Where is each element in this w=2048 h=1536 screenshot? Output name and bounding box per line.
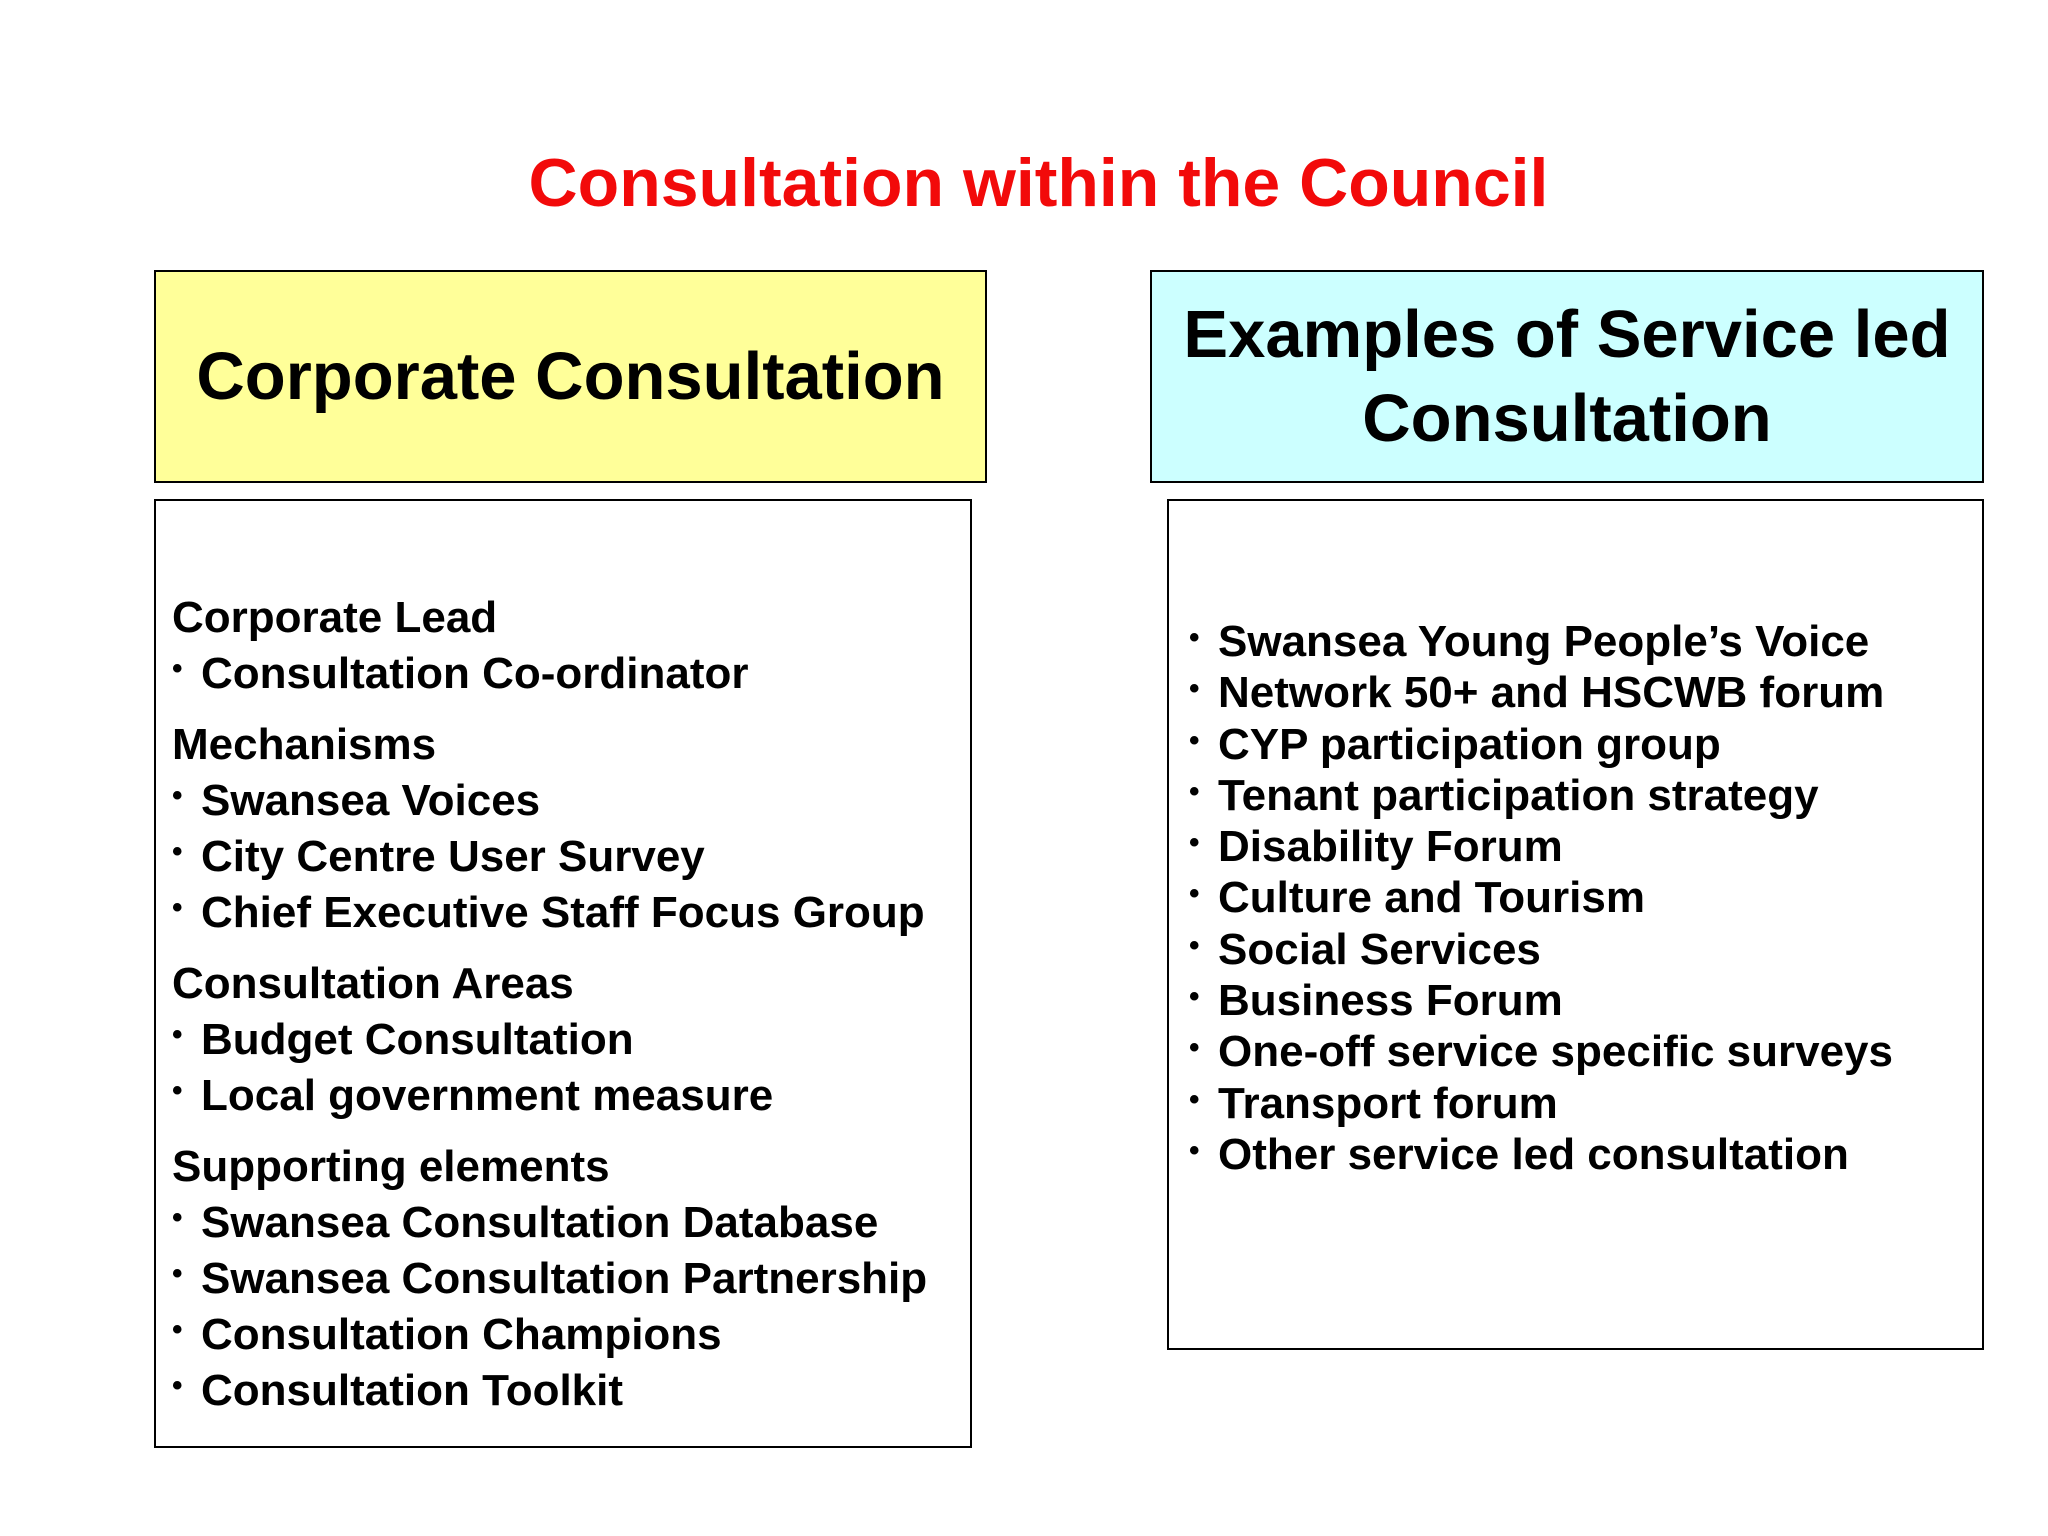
bullet-icon: • bbox=[1189, 1082, 1200, 1116]
bullet-icon: • bbox=[1189, 877, 1200, 911]
list-item bbox=[172, 1251, 962, 1307]
service-led-header-line-1: Examples of Service led bbox=[1183, 296, 1951, 372]
list-item-label: Network 50+ and HSCWB forum bbox=[1218, 668, 1885, 718]
list-item bbox=[172, 1012, 962, 1068]
bullet-icon: • bbox=[172, 1201, 183, 1234]
bullet-icon: • bbox=[172, 1313, 183, 1346]
bullet-icon: • bbox=[172, 1257, 183, 1290]
list-item bbox=[1189, 872, 1969, 923]
list-item bbox=[1189, 616, 1969, 667]
bullet-icon: • bbox=[172, 1369, 183, 1402]
bullet-icon: • bbox=[172, 891, 183, 924]
bullet-icon: • bbox=[1189, 928, 1200, 962]
list-item-label: One-off service specific surveys bbox=[1218, 1027, 1893, 1077]
list-item-label: Business Forum bbox=[1218, 976, 1563, 1026]
corporate-consultation-header-label: Corporate Consultation bbox=[196, 338, 945, 414]
bullet-icon: • bbox=[172, 835, 183, 868]
list-item bbox=[1189, 924, 1969, 975]
service-led-consultation-header bbox=[1150, 270, 1984, 483]
list-item bbox=[172, 1363, 962, 1419]
list-item-label: Swansea Consultation Partnership bbox=[201, 1254, 928, 1303]
bullet-icon: • bbox=[1189, 1133, 1200, 1167]
list-item bbox=[1189, 667, 1969, 718]
list-item-label: Budget Consultation bbox=[201, 1015, 634, 1064]
list-item-label: Consultation Toolkit bbox=[201, 1366, 624, 1415]
page-title: Consultation within the Council bbox=[528, 145, 1549, 221]
bullet-icon: • bbox=[1189, 826, 1200, 860]
list-item bbox=[172, 773, 962, 829]
service-led-list bbox=[1189, 616, 1969, 1180]
list-item-label: Chief Executive Staff Focus Group bbox=[201, 888, 925, 937]
list-item-label: Tenant participation strategy bbox=[1218, 770, 1819, 820]
section-corporate-lead bbox=[172, 590, 962, 702]
section-supporting-elements bbox=[172, 1139, 962, 1419]
section-heading: Consultation Areas bbox=[172, 959, 574, 1008]
list-item bbox=[1189, 1026, 1969, 1077]
section-mechanisms bbox=[172, 717, 962, 941]
list-item bbox=[1189, 975, 1969, 1026]
section-heading: Supporting elements bbox=[172, 1142, 610, 1191]
list-item bbox=[1189, 1129, 1969, 1180]
bullet-icon: • bbox=[1189, 723, 1200, 757]
section-consultation-areas bbox=[172, 956, 962, 1124]
list-item-label: Transport forum bbox=[1218, 1078, 1558, 1128]
service-led-consultation-header-label bbox=[1183, 293, 1950, 461]
bullet-icon: • bbox=[172, 779, 183, 812]
bullet-icon: • bbox=[1189, 774, 1200, 808]
list-item bbox=[172, 1068, 962, 1124]
list-item-label: Culture and Tourism bbox=[1218, 873, 1645, 923]
corporate-consultation-panel bbox=[154, 499, 972, 1448]
list-item bbox=[1189, 1078, 1969, 1129]
bullet-icon: • bbox=[1189, 672, 1200, 706]
list-item bbox=[172, 829, 962, 885]
list-item-label: Consultation Champions bbox=[201, 1310, 722, 1359]
service-led-header-line-2: Consultation bbox=[1362, 380, 1772, 456]
corporate-consultation-header bbox=[154, 270, 987, 483]
list-item bbox=[1189, 719, 1969, 770]
list-item-label: Social Services bbox=[1218, 924, 1541, 974]
list-item bbox=[1189, 770, 1969, 821]
list-item-label: Disability Forum bbox=[1218, 822, 1563, 872]
list-item bbox=[172, 1195, 962, 1251]
list-item-label: Swansea Consultation Database bbox=[201, 1198, 879, 1247]
list-item bbox=[172, 1307, 962, 1363]
list-item-label: Swansea Young People’s Voice bbox=[1218, 617, 1870, 666]
bullet-icon: • bbox=[1189, 621, 1200, 654]
list-item bbox=[172, 646, 962, 702]
list-item-label: CYP participation group bbox=[1218, 719, 1721, 769]
section-heading: Mechanisms bbox=[172, 720, 437, 769]
list-item bbox=[172, 885, 962, 941]
section-heading: Corporate Lead bbox=[172, 593, 498, 642]
service-led-consultation-panel bbox=[1167, 499, 1984, 1350]
bullet-icon: • bbox=[172, 1074, 183, 1107]
bullet-icon: • bbox=[172, 652, 183, 685]
list-item-label: Consultation Co-ordinator bbox=[201, 649, 749, 698]
list-item-label: Other service led consultation bbox=[1218, 1129, 1849, 1179]
list-item-label: Swansea Voices bbox=[201, 776, 541, 825]
list-item-label: City Centre User Survey bbox=[201, 832, 705, 881]
list-item bbox=[1189, 821, 1969, 872]
bullet-icon: • bbox=[172, 1018, 183, 1051]
bullet-icon: • bbox=[1189, 980, 1200, 1014]
bullet-icon: • bbox=[1189, 1031, 1200, 1065]
list-item-label: Local government measure bbox=[201, 1071, 774, 1120]
